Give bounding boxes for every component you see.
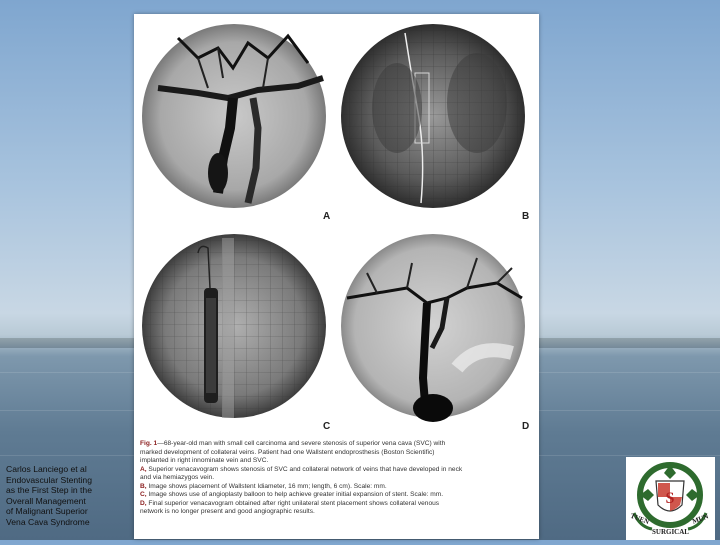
caption-line: marked development of collateral veins. Patient had one Wallstent endoprosthesis (Boston Scientific) <box>140 448 435 456</box>
reference-line: Carlos Lanciego et al <box>6 464 87 474</box>
logo-text-bottom: SURGICAL <box>652 528 689 536</box>
caption-item-b: B, Image shows placement of Wallstent Idiameter, 16 mm; length, 6 cm). Scale: mm. <box>140 482 387 490</box>
logo-text-left: TUEN <box>629 511 651 527</box>
panel-label-a: A <box>323 211 331 222</box>
reference-line: Vena Cava Syndrome <box>6 516 90 527</box>
venogram-image-d <box>337 228 535 438</box>
reference-title <box>6 464 126 528</box>
panel-label-b: B <box>522 211 530 222</box>
logo-text-right: MUN <box>691 512 710 526</box>
caption-item-a-cont: and via hemiazygos vein. <box>140 474 215 481</box>
tuen-mun-surgical-logo <box>626 457 715 540</box>
figure-caption <box>140 440 532 517</box>
figure-panel-b <box>337 18 535 228</box>
caption-item-c: C, Image shows use of angioplasty balloon to help achieve greater initial expansion of stent. Scale: mm. <box>140 491 444 498</box>
caption-item-d: D, Final superior venacavogram obtained after right unilateral stent placement shows collateral venous <box>140 499 440 507</box>
reference-line: as the First Step in the <box>6 485 92 496</box>
caption-fig-text: —68-year-old man with small cell carcinoma and severe stenosis of superior vena cava (SVC) with <box>157 440 446 447</box>
figure-panel-d <box>337 228 535 438</box>
figure-panel-c <box>138 228 336 438</box>
svg-text:S: S <box>665 490 675 507</box>
stent-image-b <box>337 18 535 228</box>
caption-fig-label: Fig. 1 <box>140 440 158 447</box>
figure-panel-a <box>138 18 336 228</box>
venogram-image-a <box>138 18 336 228</box>
caption-line: implanted in right innominate vein and SVC. <box>140 457 269 464</box>
panel-label-c: C <box>323 421 331 432</box>
balloon-image-c <box>138 228 336 438</box>
caption-item-d-cont: network is no longer present and good angiographic results. <box>140 508 315 515</box>
reference-line: Overall Management <box>6 495 86 506</box>
caption-item-a: A, Superior venacavogram shows stenosis of SVC and collateral network of veins that have developed in neck <box>140 465 463 473</box>
reference-line: Endovascular Stenting <box>6 474 92 485</box>
reference-line: of Malignant Superior <box>6 506 88 517</box>
panel-label-d: D <box>522 421 530 432</box>
figure-page <box>134 14 539 539</box>
